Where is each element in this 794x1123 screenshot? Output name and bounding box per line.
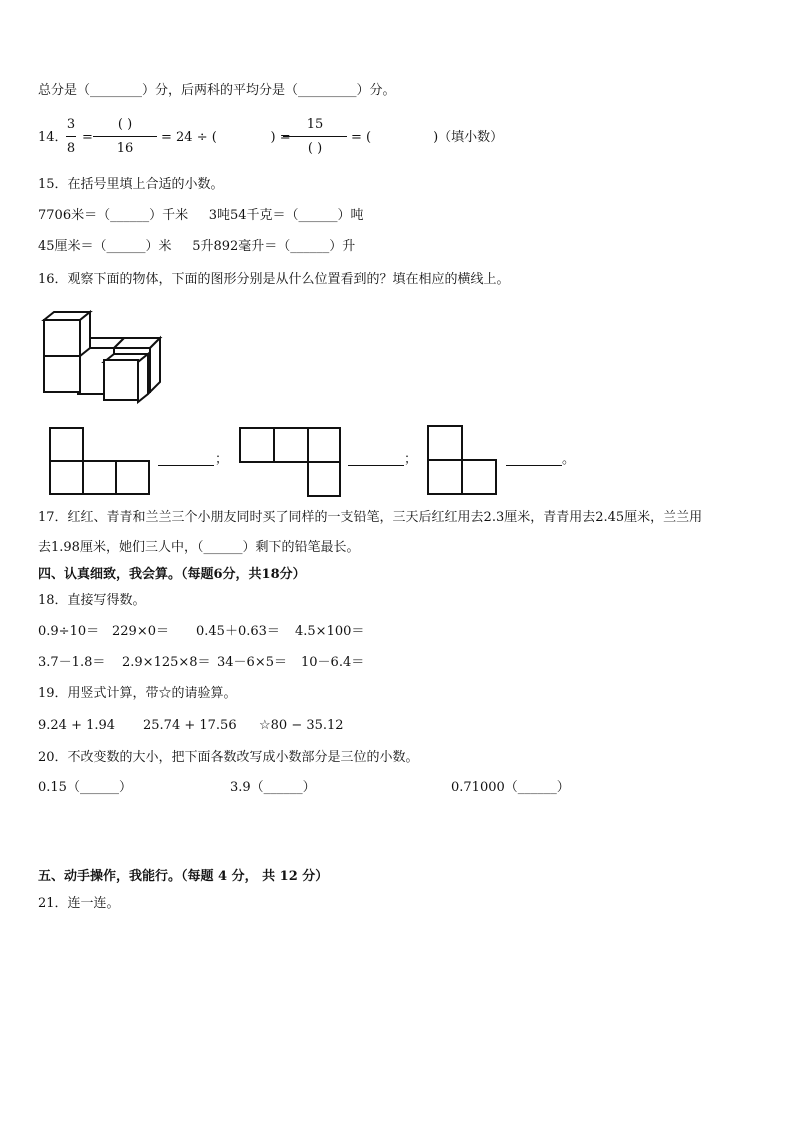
q17-line-2: 去1.98厘米，她们三人中，（______）剩下的铅笔最长。 [38, 540, 360, 555]
q20-item-2: 3.9（______） [230, 780, 316, 795]
q14-tail: = ( )（填小数） [351, 130, 504, 145]
q16-end-mark: 。 [562, 452, 576, 467]
q16-separator-2: ； [404, 452, 418, 467]
q14-frac2-bar [93, 136, 157, 137]
q16-answer-line-3[interactable] [506, 465, 562, 466]
q15-row-1: 7706米＝（______）千米 3吨54千克＝（______）吨 [38, 208, 364, 223]
q14-frac1-numerator: 3 [66, 117, 76, 132]
q14-frac3-bar [283, 136, 347, 137]
total-score-line: 总分是（________）分，后两科的平均分是（_________）分。 [38, 83, 396, 98]
q20-item-3: 0.71000（______） [451, 780, 570, 795]
q16-view-3 [426, 424, 498, 496]
q16-view-1 [48, 426, 152, 496]
q16-answer-line-2[interactable] [348, 465, 404, 466]
q19-item-3: ☆80 − 35.12 [259, 718, 344, 733]
q14-frac3-numerator: 15 [306, 117, 324, 132]
q16-view-2 [238, 426, 342, 498]
q18-title: 18．直接写得数。 [38, 593, 146, 608]
q16-title: 16．观察下面的物体，下面的图形分别是从什么位置看到的？填在相应的横线上。 [38, 272, 510, 287]
q18-row2-item-1: 3.7－1.8＝ [38, 655, 106, 670]
q18-row1-item-2: 229×0＝ [112, 624, 169, 639]
q14-frac3-denominator: ( ) [307, 141, 323, 156]
q19-item-1: 9.24 + 1.94 [38, 718, 116, 733]
q18-row1-item-3: 0.45＋0.63＝ [196, 624, 280, 639]
q20-title: 20．不改变数的大小，把下面各数改写成小数部分是三位的小数。 [38, 750, 419, 765]
q15-title: 15．在括号里填上合适的小数。 [38, 177, 224, 192]
q14-frac2-denominator: 16 [116, 141, 134, 156]
q18-row2-item-2: 2.9×125×8＝ [122, 655, 211, 670]
section-4-heading: 四、认真细致，我会算。（每题6分，共18分） [38, 567, 306, 582]
q14-frac1-bar [66, 136, 76, 137]
q15-row-2: 45厘米＝（______）米 5升892毫升＝（______）升 [38, 239, 356, 254]
q14-frac2-numerator: ( ) [117, 117, 133, 132]
q18-row1-item-1: 0.9÷10＝ [38, 624, 100, 639]
q18-row1-item-4: 4.5×100＝ [295, 624, 365, 639]
q14-frac1-denominator: 8 [66, 141, 76, 156]
q14-middle-expression: = 24 ÷ ( ) = [161, 130, 291, 145]
q19-item-2: 25.74 + 17.56 [143, 718, 237, 733]
q16-answer-line-1[interactable] [158, 465, 214, 466]
q14-number: 14． [38, 130, 68, 145]
q14-equals-1: = [82, 130, 93, 145]
q18-row2-item-3: 34－6×5＝ [217, 655, 287, 670]
q18-row2-item-4: 10－6.4＝ [301, 655, 365, 670]
q19-title: 19．用竖式计算，带☆的请验算。 [38, 686, 237, 701]
section-5-heading: 五、动手操作，我能行。（每题 4 分， 共 12 分） [38, 869, 329, 884]
q21-title: 21．连一连。 [38, 896, 120, 911]
q20-item-1: 0.15（______） [38, 780, 132, 795]
q16-cube-object [40, 310, 164, 400]
q16-separator-1: ； [215, 452, 229, 467]
q17-line-1: 17．红红、青青和兰兰三个小朋友同时买了同样的一支铅笔，三天后红红用去2.3厘米，青青用去2.45厘米，兰兰用 [38, 510, 703, 525]
